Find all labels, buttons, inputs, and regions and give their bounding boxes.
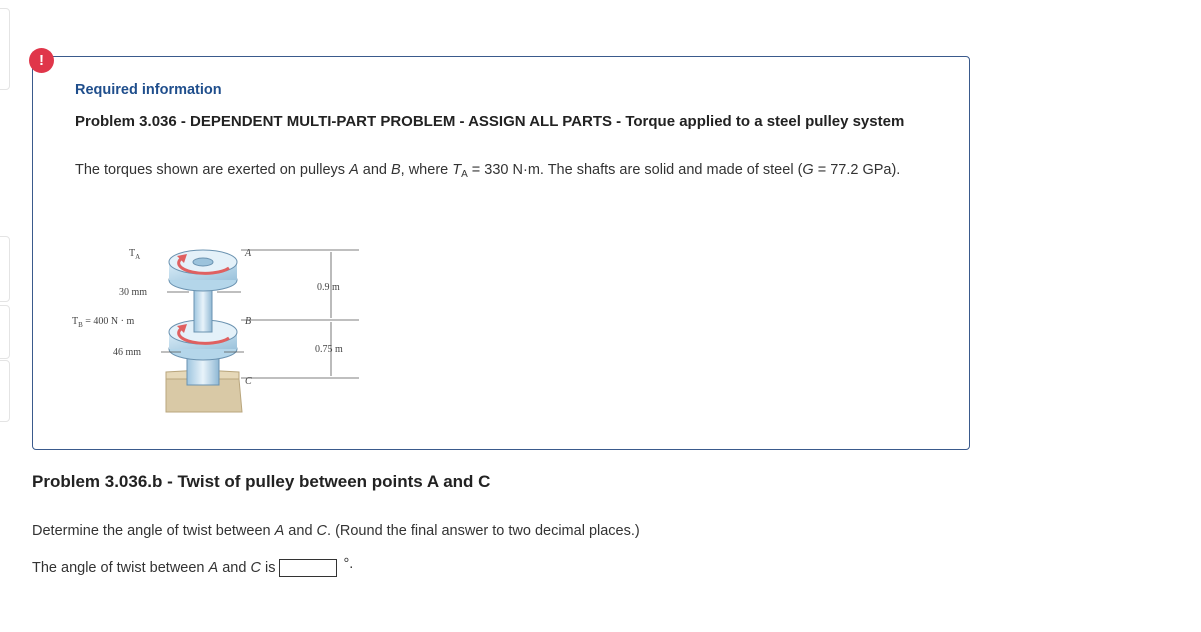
- pulley-diagram: [69, 232, 369, 417]
- answer-unit: °.: [343, 556, 354, 572]
- label-length-2: 0.75 m: [315, 344, 343, 355]
- rail-card[interactable]: [0, 236, 10, 302]
- part-title: Problem 3.036.b - Twist of pulley between points A and C: [32, 472, 491, 491]
- answer-input[interactable]: [279, 559, 337, 577]
- problem-title: Problem 3.036 - DEPENDENT MULTI-PART PROBLEM - ASSIGN ALL PARTS - Torque applied to a steel pulley system: [75, 113, 905, 130]
- pulley-figure: [69, 232, 369, 417]
- required-information-heading: Required information: [75, 82, 222, 98]
- label-tb: $T_B = 400$ N · m: [72, 316, 135, 329]
- label-d2: 46 mm: [113, 347, 142, 358]
- upper-shaft-end: [193, 258, 213, 266]
- label-length-1: 0.9 m: [317, 282, 340, 293]
- problem-description: The torques shown are exerted on pulleys A and B, where $T_A = 330$ N·m. The shafts are solid and made of steel (G = 77.2 GPa).: [75, 162, 901, 180]
- rail-card[interactable]: [0, 305, 10, 359]
- answer-prompt: The angle of twist between A and C is: [32, 560, 276, 576]
- answer-row: [32, 556, 354, 577]
- left-rail: [0, 0, 12, 632]
- rail-card[interactable]: [0, 360, 10, 422]
- label-ta: $T_A$: [129, 248, 141, 261]
- required-information-panel: [32, 56, 970, 450]
- rail-card[interactable]: [0, 8, 10, 90]
- label-point-a: A: [245, 248, 252, 259]
- label-point-c: C: [245, 376, 252, 387]
- label-point-b: B: [245, 316, 252, 327]
- exclamation-icon: !: [29, 48, 54, 73]
- label-d1: 30 mm: [119, 287, 148, 298]
- question-text: Determine the angle of twist between A and C. (Round the final answer to two decimal places.): [32, 523, 640, 539]
